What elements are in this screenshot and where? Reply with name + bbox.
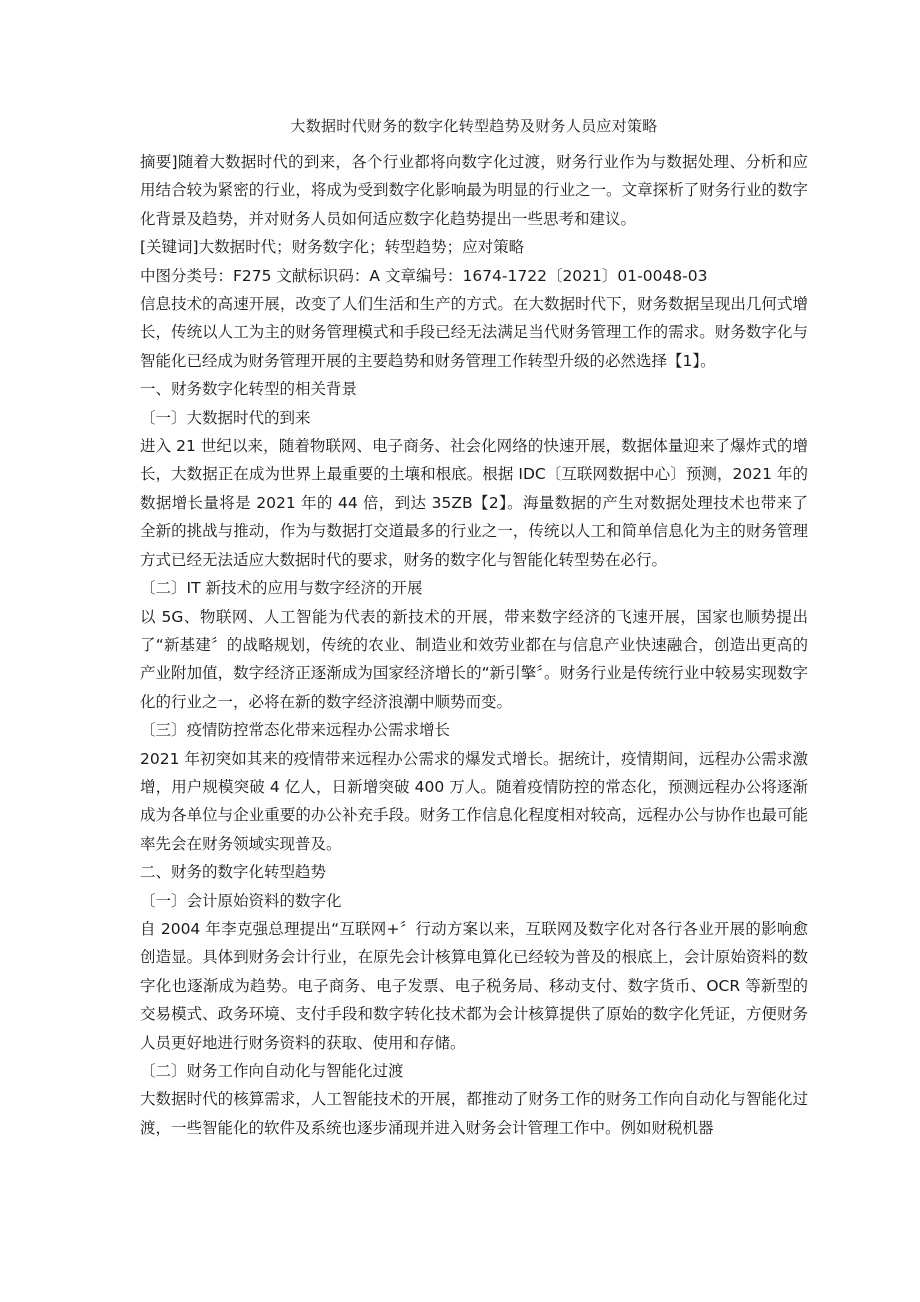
body-paragraph: 进入 21 世纪以来，随着物联网、电子商务、社会化网络的快速开展，数据体量迎来了爆炸式的增长，大数据正在成为世界上最重要的土壤和根底。根据 IDC〔互联网数据中心〕预测，2021 年的数据增长量将是 2021 年的 44 倍，到达 35ZB【2】。海量数据的产生对数据处理技术也带来了全新的挑战与推动，作为与数据打交道最多的行业之一，传统以人工和简单信息化为主的财务管理方式已经无法适应大数据时代的要求，财务的数字化与智能化转型势在必行。 <box>140 437 808 569</box>
abstract-paragraph: 摘要]随着大数据时代的到来，各个行业都将向数字化过渡，财务行业作为与数据处理、分析和应用结合较为紧密的行业，将成为受到数字化影响最为明显的行业之一。文章探析了财务行业的数字化背景及趋势，并对财务人员如何适应数字化趋势提出一些思考和建议。 <box>140 153 808 228</box>
body-paragraph: 自 2004 年李克强总理提出“互联网+〞行动方案以来，互联网及数字化对各行各业开展的影响愈创造显。具体到财务会计行业，在原先会计核算电算化已经较为普及的根底上，会计原始资料的数字化也逐渐成为趋势。电子商务、电子发票、电子税务局、移动支付、数字货币、OCR 等新型的交易模式、政务环境、支付手段和数字转化技术都为会计核算提供了原始的数字化凭证，方便财务人员更好地进行财务资料的获取、使用和存储。 <box>140 919 808 1052</box>
body-paragraph: 2021 年初突如其来的疫情带来远程办公需求的爆发式增长。据统计，疫情期间，远程办公需求激增，用户规模突破 4 亿人，日新增突破 400 万人。随着疫情防控的常态化，预测远程办公将逐渐成为各单位与企业重要的办公补充手段。财务工作信息化程度相对较高，远程办公与协作也最可能率先会在财务领域实现普及。 <box>140 749 808 853</box>
section-heading-2: 二、财务的数字化转型趋势 <box>140 863 327 882</box>
body-paragraph: 以 5G、物联网、人工智能为代表的新技术的开展，带来数字经济的飞速开展，国家也顺势提出了“新基建〞的战略规划，传统的农业、制造业和效劳业都在与信息产业快速融合，创造出更高的产业附加值，数字经济正逐渐成为国家经济增长的“新引擎〞。财务行业是传统行业中较易实现数字化的行业之一，必将在新的数字经济浪潮中顺势而变。 <box>140 607 808 711</box>
subsection-heading-2-2: 〔二〕财务工作向自动化与智能化过渡 <box>140 1062 404 1080</box>
keywords-line: [关键词]大数据时代；财务数字化；转型趋势；应对策略 <box>140 238 525 257</box>
section-heading-1: 一、财务数字化转型的相关背景 <box>140 380 358 399</box>
subsection-heading-2-1: 〔一〕会计原始资料的数字化 <box>140 891 342 910</box>
subsection-heading-1-3: 〔三〕疫情防控常态化带来远程办公需求增长 <box>140 721 451 740</box>
body-paragraph: 大数据时代的核算需求，人工智能技术的开展，都推动了财务工作的财务工作向自动化与智能化过渡，一些智能化的软件及系统也逐步涌现并进入财务会计管理工作中。例如财税机器 <box>140 1090 808 1137</box>
subsection-heading-1-1: 〔一〕大数据时代的到来 <box>140 408 311 427</box>
classification-line: 中图分类号：F275 文献标识码：A 文章编号：1674-1722〔2021〕01-0048-03 <box>140 266 708 285</box>
intro-paragraph: 信息技术的高速开展，改变了人们生活和生产的方式。在大数据时代下，财务数据呈现出几何式增长，传统以人工为主的财务管理模式和手段已经无法满足当代财务管理工作的需求。财务数字化与智能化已经成为财务管理开展的主要趋势和财务管理工作转型升级的必然选择【1】。 <box>140 295 808 370</box>
document-body <box>140 148 808 1142</box>
subsection-heading-1-2: 〔二〕IT 新技术的应用与数字经济的开展 <box>140 579 423 598</box>
document-title: 大数据时代财务的数字化转型趋势及财务人员应对策略 <box>290 117 658 135</box>
